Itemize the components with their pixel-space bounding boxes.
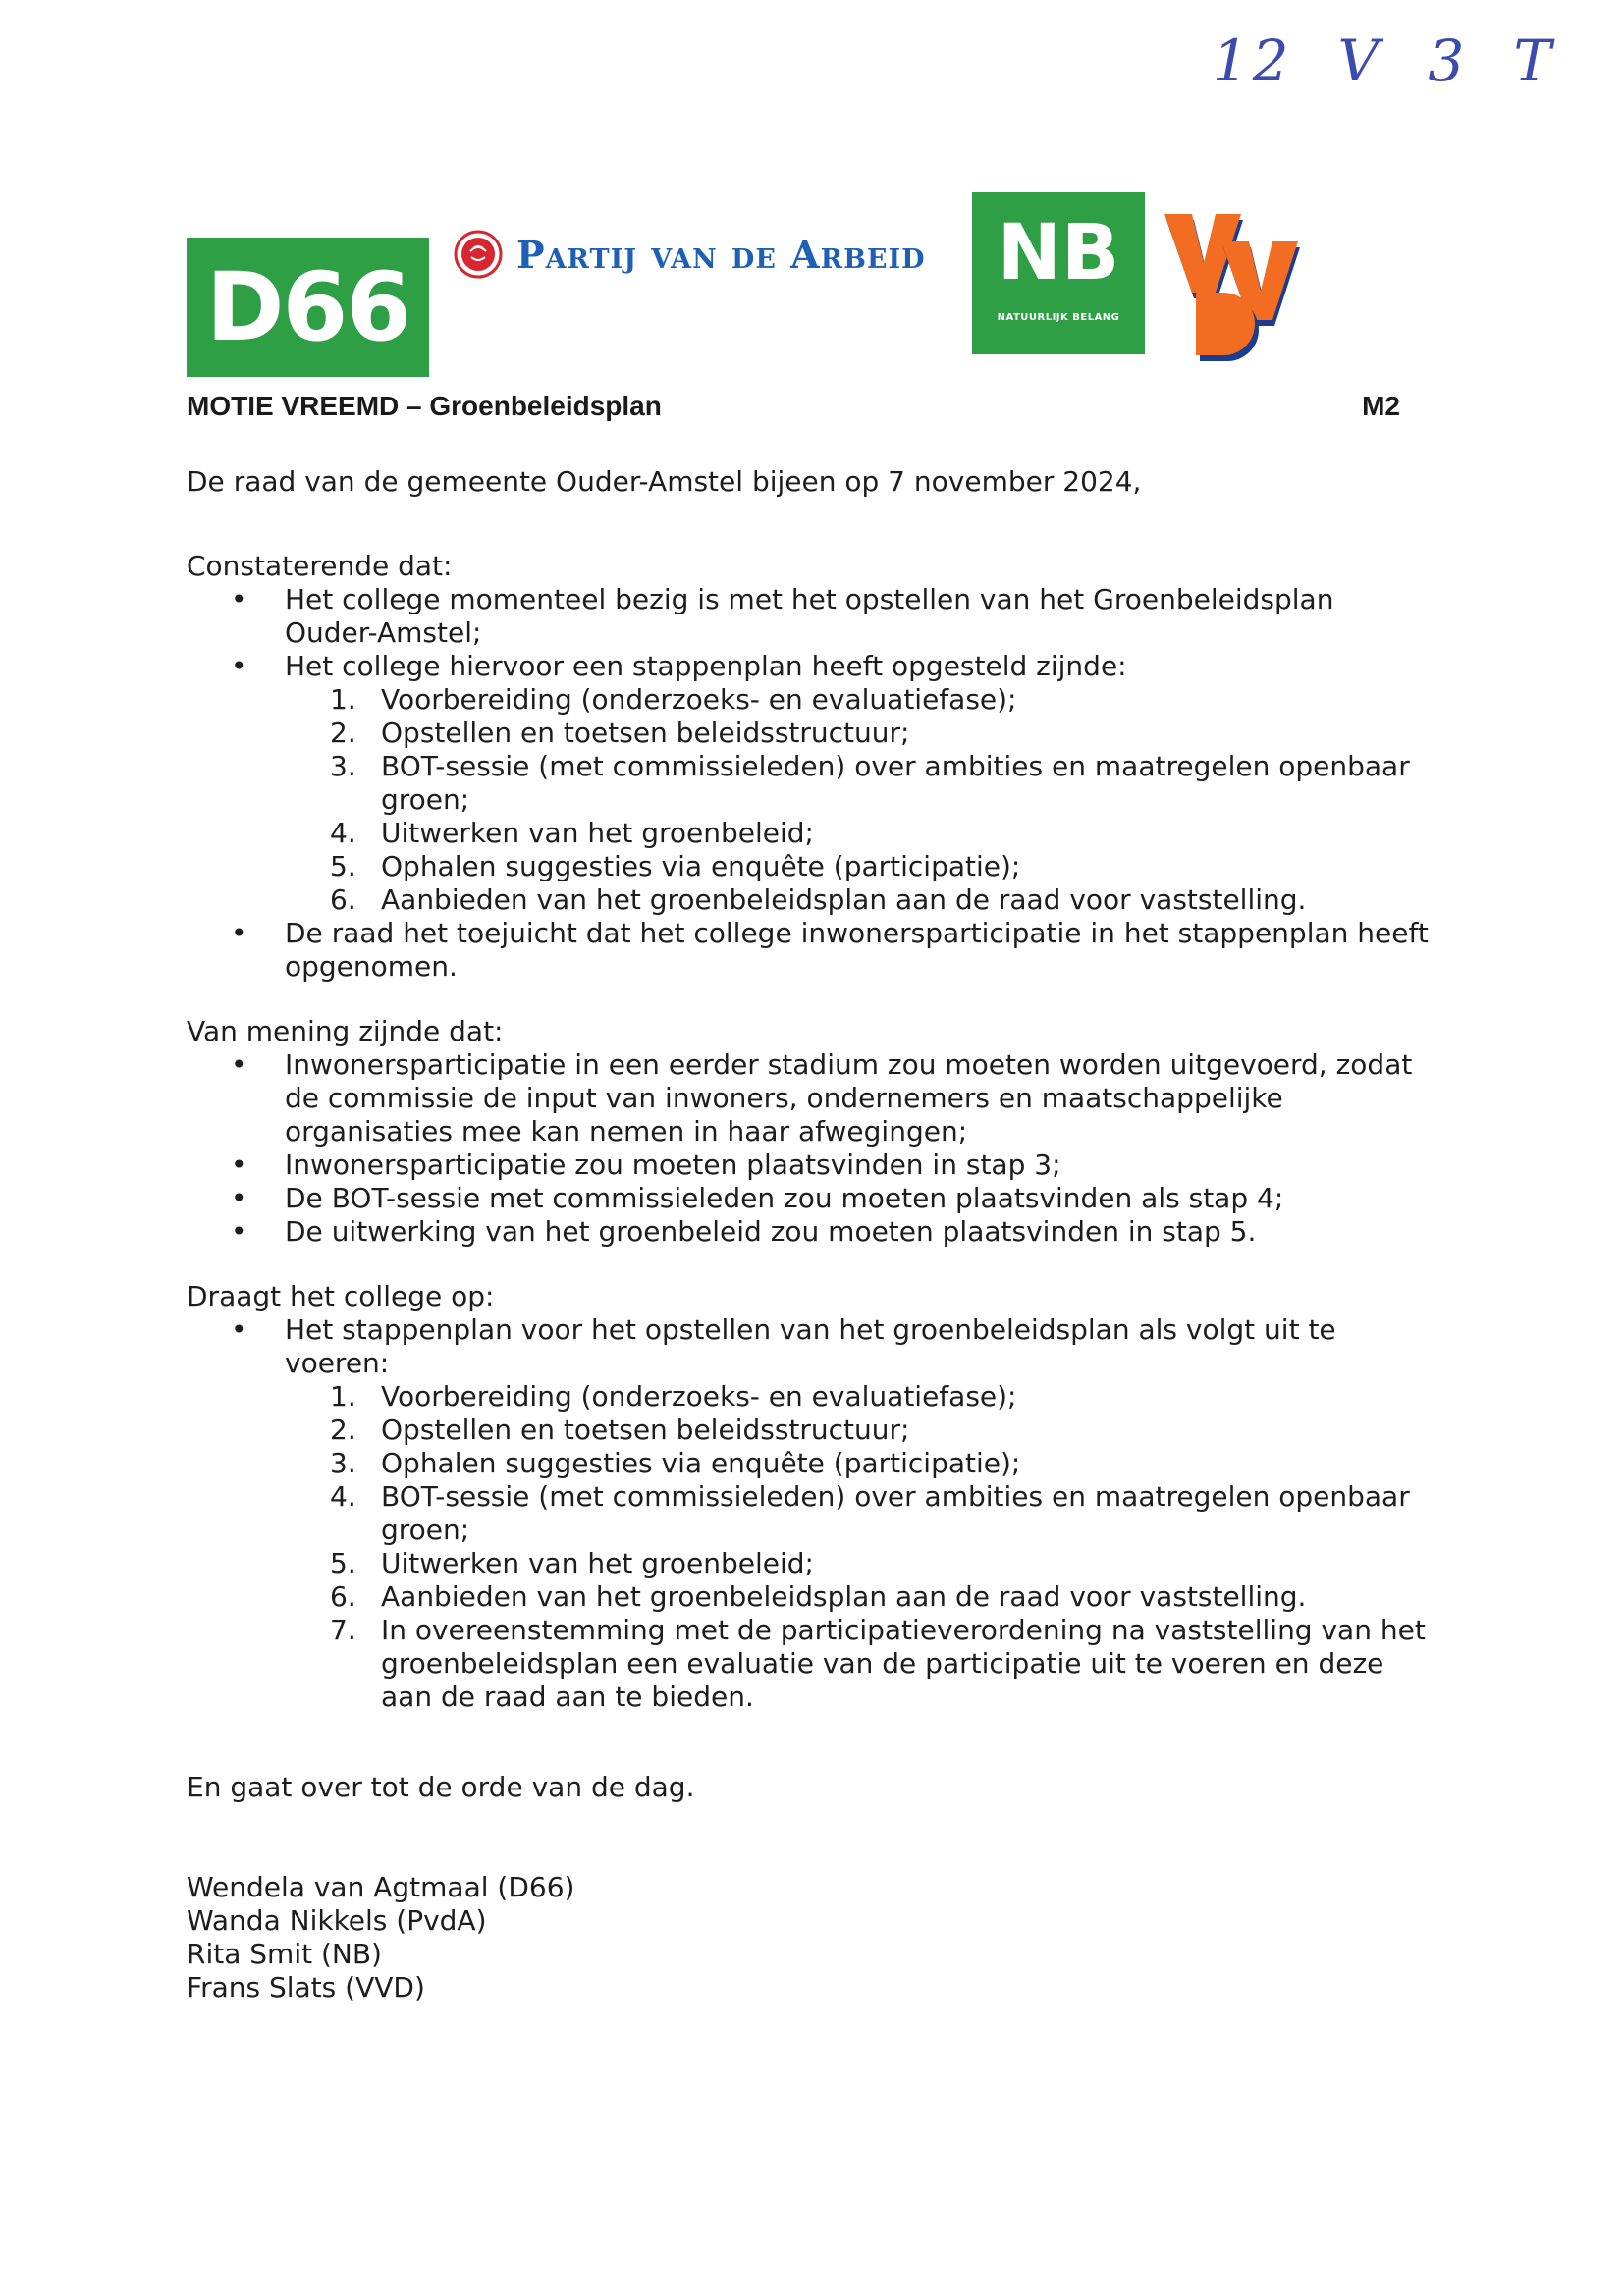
step-item — [285, 817, 1434, 850]
step-number: 1. — [330, 1380, 356, 1413]
step-number: 2. — [330, 717, 356, 749]
step-number: 2. — [330, 1414, 356, 1446]
motion-code: M2 — [1362, 391, 1400, 421]
signatory: Wanda Nikkels (PvdA) — [187, 1904, 487, 1937]
step-text: Voorbereiding (onderzoeks- en evaluatiefase); — [381, 683, 1017, 716]
bullet-item — [187, 1313, 1434, 1714]
step-text: Opstellen en toetsen beleidsstructuur; — [381, 1414, 910, 1446]
bullet-text: De BOT-sessie met commissieleden zou moeten plaatsvinden als stap 4; — [285, 1182, 1284, 1214]
bullet-text: De uitwerking van het groenbeleid zou moeten plaatsvinden in stap 5. — [285, 1215, 1257, 1248]
step-text: BOT-sessie (met commissieleden) over ambities en maatregelen openbaar groen; — [381, 1480, 1410, 1546]
step-number: 5. — [330, 1547, 356, 1579]
nb-wordmark: NB — [997, 209, 1120, 297]
section-heading: Draagt het college op: — [187, 1280, 495, 1312]
motion-body — [187, 465, 1434, 2004]
step-number: 7. — [330, 1614, 356, 1646]
step-number: 3. — [330, 750, 356, 782]
section-heading: Constaterende dat: — [187, 550, 453, 582]
signatory-list — [187, 1871, 1434, 2004]
bullet-list — [187, 1048, 1434, 1249]
step-item — [285, 1447, 1434, 1480]
rose-icon — [454, 230, 503, 279]
bullet-item — [187, 583, 1434, 650]
step-text: Aanbieden van het groenbeleidsplan aan de raad voor vaststelling. — [381, 1580, 1307, 1613]
step-text: Uitwerken van het groenbeleid; — [381, 817, 814, 849]
step-item — [285, 1480, 1434, 1547]
step-list — [285, 1380, 1434, 1714]
step-number: 6. — [330, 1580, 356, 1613]
bullet-item — [187, 650, 1434, 917]
pvda-logo — [454, 230, 926, 279]
step-item — [285, 850, 1434, 883]
handwritten-mark: T — [1513, 27, 1555, 94]
party-logos — [187, 192, 1316, 369]
bullet-item — [187, 917, 1434, 984]
bullet-text: Het college momenteel bezig is met het opstellen van het Groenbeleidsplan Ouder-Amstel; — [285, 583, 1334, 649]
step-item — [285, 683, 1434, 717]
step-text: Voorbereiding (onderzoeks- en evaluatiefase); — [381, 1380, 1017, 1413]
bullet-item — [187, 1048, 1434, 1148]
step-item — [285, 1380, 1434, 1414]
step-text: BOT-sessie (met commissieleden) over ambities en maatregelen openbaar groen; — [381, 750, 1410, 816]
bullet-item — [187, 1148, 1434, 1182]
vvd-logo — [1164, 214, 1302, 361]
step-item — [285, 1547, 1434, 1580]
closing-text: En gaat over tot de orde van de dag. — [187, 1771, 695, 1803]
nb-subtitle: NATUURLIJK BELANG — [997, 312, 1120, 323]
bullet-text: De raad het toejuicht dat het college inwonersparticipatie in het stappenplan heeft opgenomen. — [285, 917, 1429, 983]
d66-logo: D66 — [187, 238, 429, 377]
step-text: Ophalen suggesties via enquête (participatie); — [381, 1447, 1021, 1479]
step-number: 3. — [330, 1447, 356, 1479]
step-number: 4. — [330, 817, 356, 849]
step-text: Ophalen suggesties via enquête (participatie); — [381, 850, 1021, 882]
step-text: Aanbieden van het groenbeleidsplan aan de raad voor vaststelling. — [381, 883, 1307, 916]
bullet-item — [187, 1182, 1434, 1215]
handwritten-mark: 12 — [1212, 27, 1293, 94]
step-item — [285, 717, 1434, 750]
step-text: Opstellen en toetsen beleidsstructuur; — [381, 717, 910, 749]
step-list — [285, 683, 1434, 917]
bullet-text: Het college hiervoor een stappenplan heeft opgesteld zijnde: — [285, 650, 1127, 682]
step-number: 6. — [330, 883, 356, 916]
bullet-item — [187, 1215, 1434, 1249]
step-text: In overeenstemming met de participatieverordening na vaststelling van het groenbeleidsplan een evaluatie van de participatie uit te voeren en deze aan de raad aan te bieden. — [381, 1614, 1426, 1713]
step-number: 5. — [330, 850, 356, 882]
step-item — [285, 750, 1434, 817]
signatory: Wendela van Agtmaal (D66) — [187, 1871, 575, 1903]
handwritten-mark: 3 — [1428, 27, 1469, 94]
step-text: Uitwerken van het groenbeleid; — [381, 1547, 814, 1579]
handwritten-mark: V — [1337, 27, 1383, 94]
nb-logo — [972, 192, 1145, 354]
pvda-wordmark: Partij van de Arbeid — [516, 232, 926, 277]
signatory: Rita Smit (NB) — [187, 1938, 382, 1970]
motion-title: MOTIE VREEMD – Groenbeleidsplan — [187, 391, 662, 421]
step-item — [285, 1580, 1434, 1614]
signatory: Frans Slats (VVD) — [187, 1971, 425, 2003]
step-item — [285, 1614, 1434, 1714]
step-item — [285, 883, 1434, 917]
bullet-text: Het stappenplan voor het opstellen van het groenbeleidsplan als volgt uit te voeren: — [285, 1313, 1336, 1379]
step-number: 4. — [330, 1480, 356, 1513]
step-number: 1. — [330, 683, 356, 716]
intro-text: De raad van de gemeente Ouder-Amstel bijeen op 7 november 2024, — [187, 465, 1142, 498]
bullet-text: Inwonersparticipatie zou moeten plaatsvinden in stap 3; — [285, 1148, 1061, 1181]
section-heading: Van mening zijnde dat: — [187, 1015, 504, 1047]
bullet-list — [187, 583, 1434, 984]
handwritten-annotation — [1213, 27, 1555, 94]
bullet-text: Inwonersparticipatie in een eerder stadium zou moeten worden uitgevoerd, zodat de commissie de input van inwoners, ondernemers en maatschappelijke organisaties mee kan nemen in haar afwegingen; — [285, 1048, 1413, 1148]
bullet-list — [187, 1313, 1434, 1714]
step-item — [285, 1414, 1434, 1447]
